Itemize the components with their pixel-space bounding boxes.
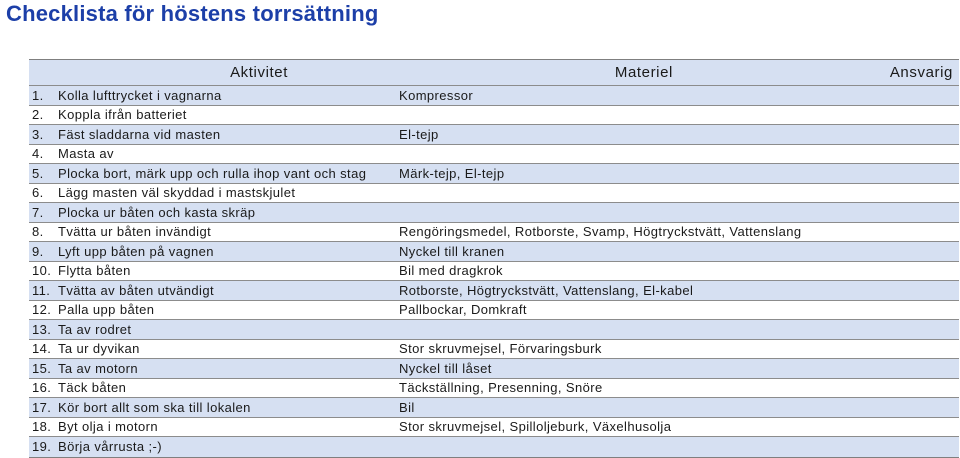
step-number: 13. [32, 321, 52, 337]
material-cell: Nyckel till låset [399, 360, 492, 376]
step-number: 2. [32, 107, 44, 123]
table-row [29, 223, 959, 243]
step-number: 3. [32, 126, 44, 142]
activity-cell [29, 224, 396, 239]
step-number: 18. [32, 419, 52, 435]
step-number: 12. [32, 302, 52, 318]
activity-cell [29, 419, 396, 434]
activity-text: Börja vårrusta ;-) [58, 439, 163, 455]
table-row [29, 86, 959, 106]
activity-cell [29, 205, 396, 220]
activity-text: Ta ur dyvikan [58, 341, 140, 357]
material-cell: Rotborste, Högtryckstvätt, Vattenslang, El-kabel [399, 282, 694, 298]
activity-text: Kör bort allt som ska till lokalen [58, 399, 251, 415]
table-row [29, 281, 959, 301]
column-header-material: Materiel [614, 64, 673, 81]
material-cell: Kompressor [399, 87, 474, 103]
step-number: 7. [32, 204, 44, 220]
activity-text: Byt olja i motorn [58, 419, 159, 435]
step-number: 8. [32, 224, 44, 240]
activity-text: Plocka ur båten och kasta skräp [58, 204, 256, 220]
activity-cell [29, 146, 396, 161]
material-cell: El-tejp [399, 126, 439, 142]
material-cell: Täckställning, Presenning, Snöre [399, 380, 603, 396]
activity-text: Ta av rodret [58, 321, 132, 337]
activity-text: Lägg masten väl skyddad i mastskjulet [58, 185, 296, 201]
activity-text: Tvätta ur båten invändigt [58, 224, 212, 240]
activity-cell [29, 166, 396, 181]
activity-cell [29, 380, 396, 395]
step-number: 11. [32, 282, 51, 298]
activity-cell [29, 341, 396, 356]
step-number: 14. [32, 341, 52, 357]
table-row [29, 184, 959, 204]
checklist-table [29, 59, 959, 458]
table-header-row [29, 60, 959, 86]
table-row [29, 242, 959, 262]
table-row [29, 359, 959, 379]
column-header-responsible: Ansvarig [889, 64, 953, 81]
step-number: 17. [32, 399, 52, 415]
table-row [29, 203, 959, 223]
table-row [29, 106, 959, 126]
activity-text: Flytta båten [58, 263, 131, 279]
activity-cell [29, 302, 396, 317]
step-number: 9. [32, 243, 44, 259]
activity-cell [29, 322, 396, 337]
activity-text: Tvätta av båten utvändigt [58, 282, 214, 298]
activity-text: Ta av motorn [58, 360, 138, 376]
column-header-activity: Aktivitet [230, 64, 288, 81]
step-number: 5. [32, 165, 44, 181]
table-row [29, 379, 959, 399]
page-title: Checklista för höstens torrsättning [6, 1, 379, 26]
material-cell: Bil [399, 399, 415, 415]
table-row [29, 164, 959, 184]
step-number: 10. [32, 263, 52, 279]
step-number: 16. [32, 380, 52, 396]
material-cell: Rengöringsmedel, Rotborste, Svamp, Högtryckstvätt, Vattenslang [399, 224, 802, 240]
table-row [29, 398, 959, 418]
table-row [29, 262, 959, 282]
table-row [29, 320, 959, 340]
activity-cell [29, 244, 396, 259]
activity-cell [29, 88, 396, 103]
step-number: 6. [32, 185, 44, 201]
material-cell: Bil med dragkrok [399, 263, 503, 279]
step-number: 4. [32, 146, 44, 162]
table-row [29, 418, 959, 438]
activity-text: Masta av [58, 146, 114, 162]
table-row [29, 125, 959, 145]
material-cell: Nyckel till kranen [399, 243, 505, 259]
step-number: 19. [32, 439, 52, 455]
material-cell: Pallbockar, Domkraft [399, 302, 527, 318]
material-cell: Märk-tejp, El-tejp [399, 165, 505, 181]
material-cell: Stor skruvmejsel, Förvaringsburk [399, 341, 602, 357]
activity-cell [29, 361, 396, 376]
activity-cell [29, 127, 396, 142]
activity-cell [29, 283, 396, 298]
table-row [29, 145, 959, 165]
activity-cell [29, 400, 396, 415]
table-row [29, 340, 959, 360]
material-cell: Stor skruvmejsel, Spilloljeburk, Växelhusolja [399, 419, 672, 435]
step-number: 1. [32, 87, 44, 103]
activity-text: Plocka bort, märk upp och rulla ihop vant och stag [58, 165, 367, 181]
table-row [29, 301, 959, 321]
activity-cell [29, 439, 396, 454]
activity-text: Koppla ifrån batteriet [58, 107, 187, 123]
step-number: 15. [32, 360, 52, 376]
activity-text: Lyft upp båten på vagnen [58, 243, 214, 259]
activity-cell [29, 107, 396, 122]
activity-text: Palla upp båten [58, 302, 155, 318]
activity-text: Fäst sladdarna vid masten [58, 126, 221, 142]
activity-text: Kolla lufttrycket i vagnarna [58, 87, 222, 103]
activity-cell [29, 185, 396, 200]
activity-cell [29, 263, 396, 278]
activity-text: Täck båten [58, 380, 127, 396]
